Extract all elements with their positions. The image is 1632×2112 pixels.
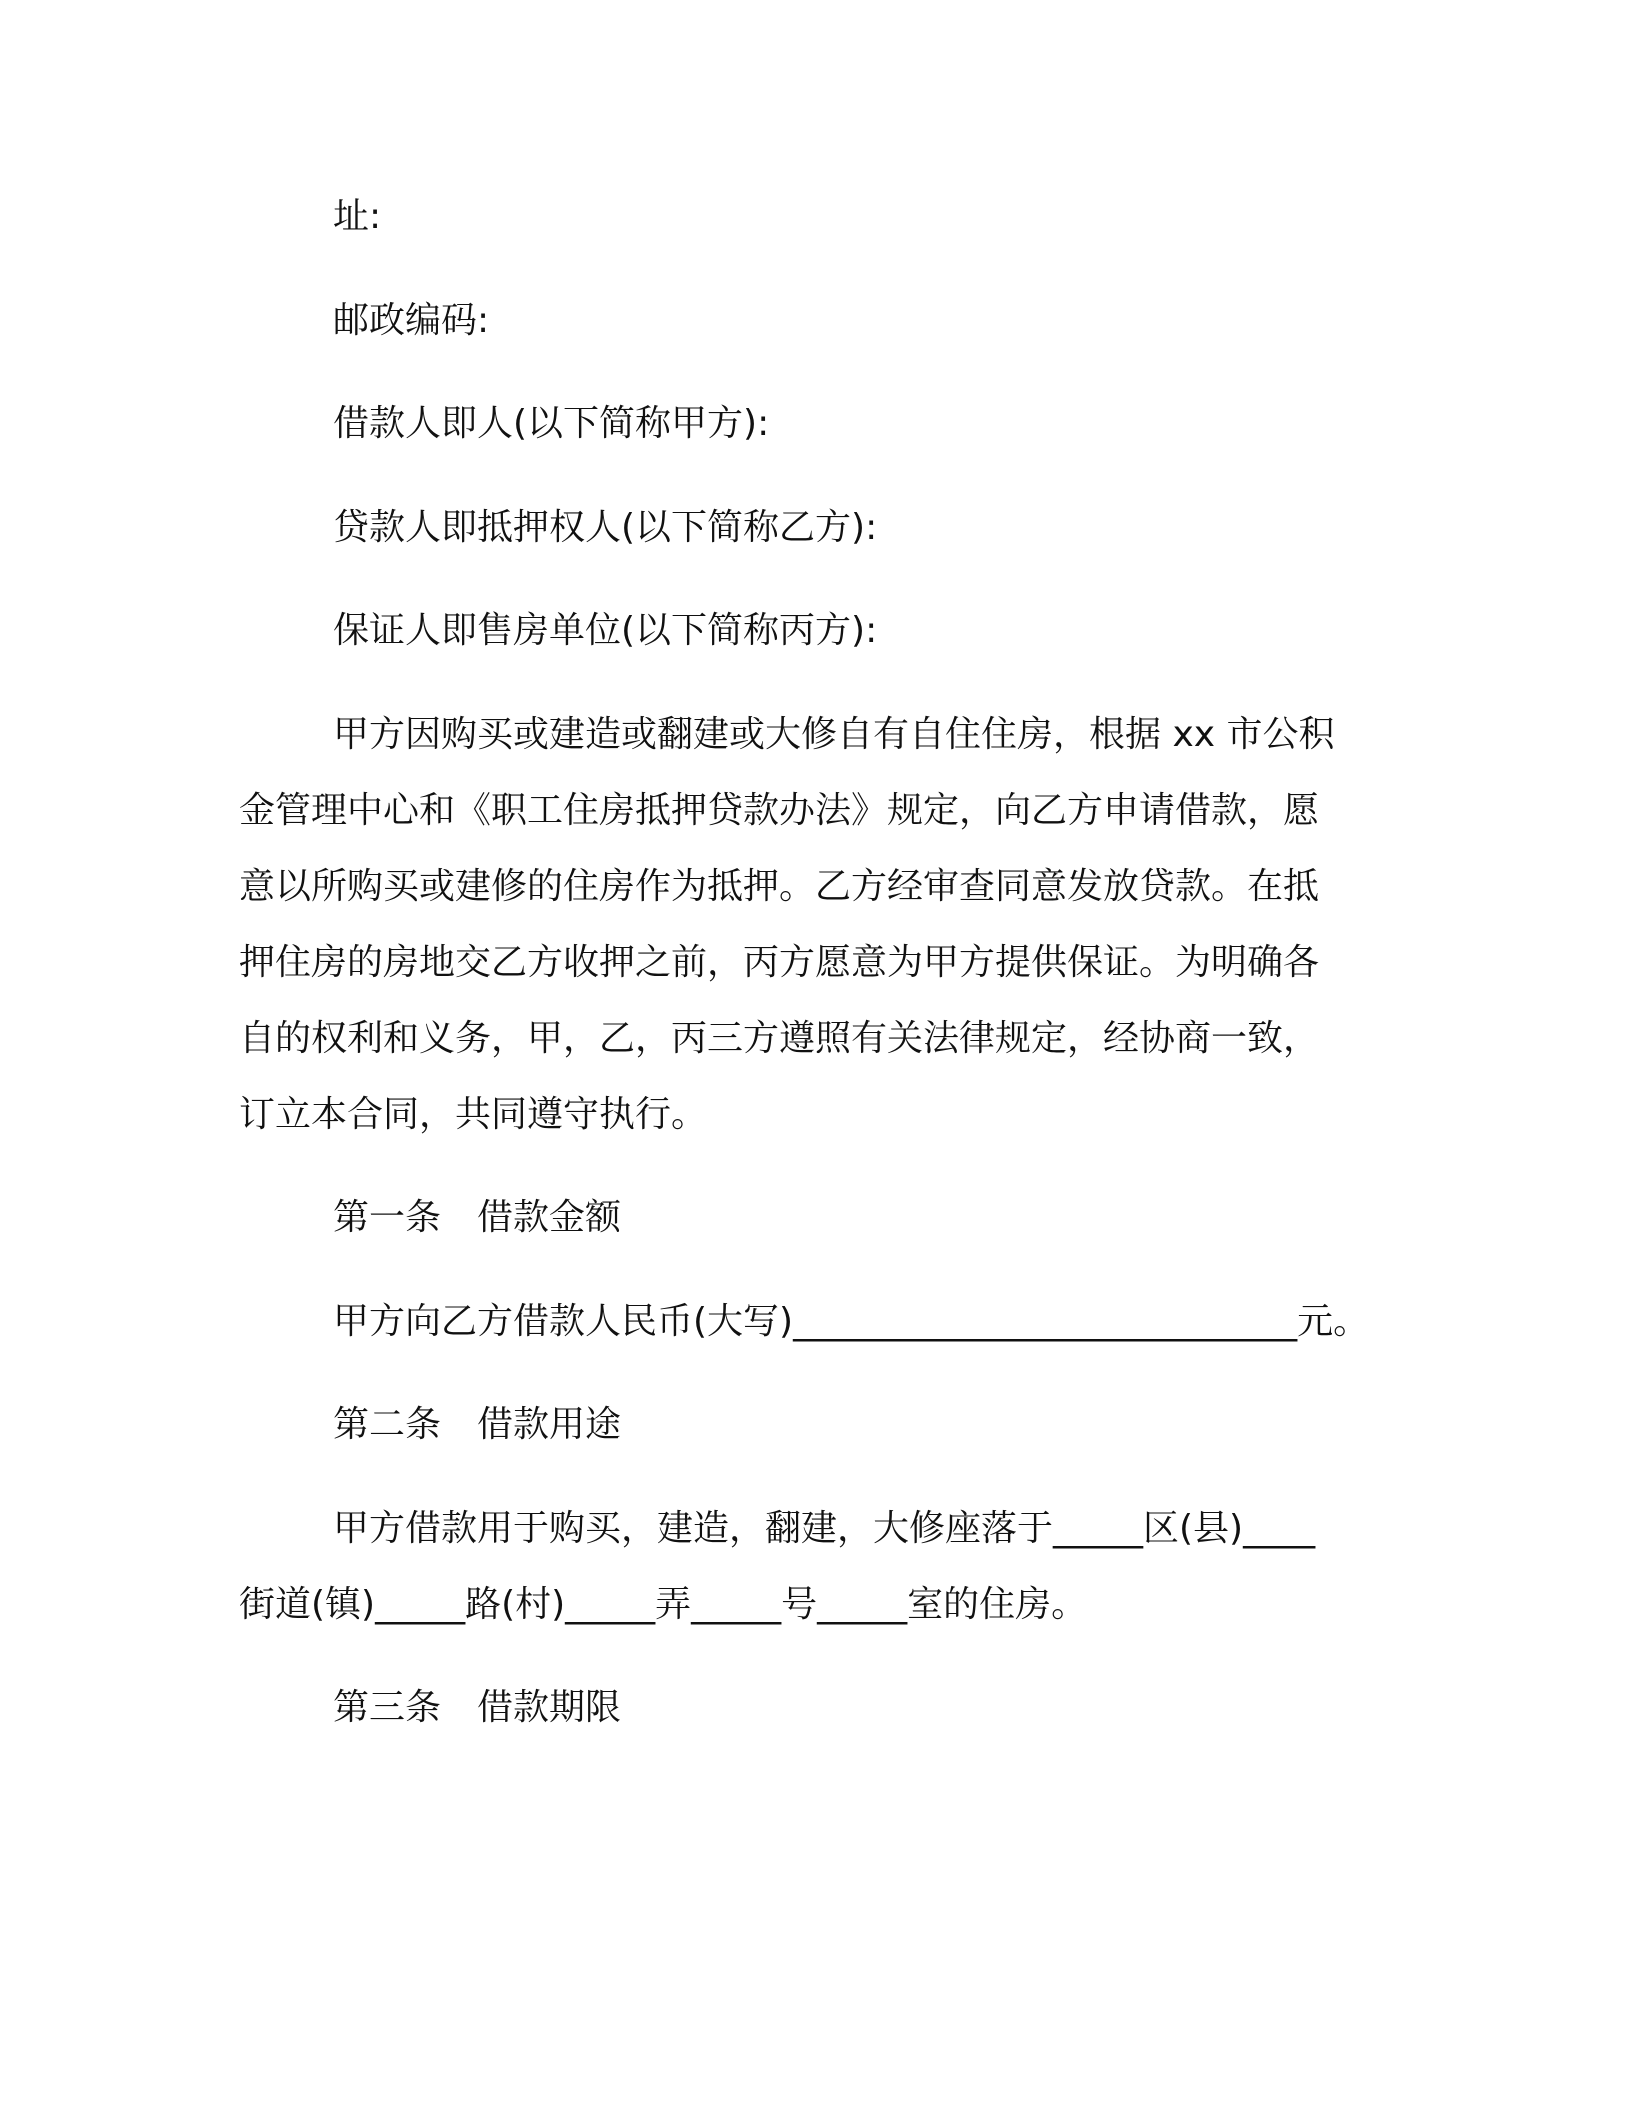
preamble-line-2: 金管理中心和《职工住房抵押贷款办法》规定，向乙方申请借款，愿	[239, 790, 1320, 831]
preamble-line-1: 甲方因购买或建造或翻建或大修自有自住住房，根据 xx 市公积	[333, 714, 1335, 755]
preamble-line-3: 意以所购买或建修的住房作为抵押。乙方经审查同意发放贷款。在抵	[239, 866, 1320, 907]
borrower-label: 借款人即人(以下简称甲方):	[333, 403, 770, 444]
article-2-heading: 第二条 借款用途	[333, 1404, 622, 1445]
guarantor-label: 保证人即售房单位(以下简称丙方):	[333, 610, 878, 651]
postal-code-label: 邮政编码:	[333, 300, 490, 341]
preamble-line-4: 押住房的房地交乙方收押之前，丙方愿意为甲方提供保证。为明确各	[239, 942, 1320, 983]
article-2-text-line-1: 甲方借款用于购买，建造，翻建，大修座落于_____区(县)____	[333, 1508, 1316, 1549]
article-3-heading: 第三条 借款期限	[333, 1687, 622, 1728]
address-label: 址:	[333, 196, 382, 237]
lender-label: 贷款人即抵押权人(以下简称乙方):	[333, 507, 878, 548]
article-1-text: 甲方向乙方借款人民币(大写)____________________________元。	[333, 1301, 1370, 1342]
article-2-text-line-2: 街道(镇)_____路(村)_____弄_____号_____室的住房。	[239, 1584, 1088, 1625]
preamble-line-5: 自的权利和义务，甲，乙，丙三方遵照有关法律规定，经协商一致，	[239, 1018, 1320, 1059]
article-1-heading: 第一条 借款金额	[333, 1197, 622, 1238]
preamble-line-6: 订立本合同，共同遵守执行。	[239, 1094, 708, 1135]
